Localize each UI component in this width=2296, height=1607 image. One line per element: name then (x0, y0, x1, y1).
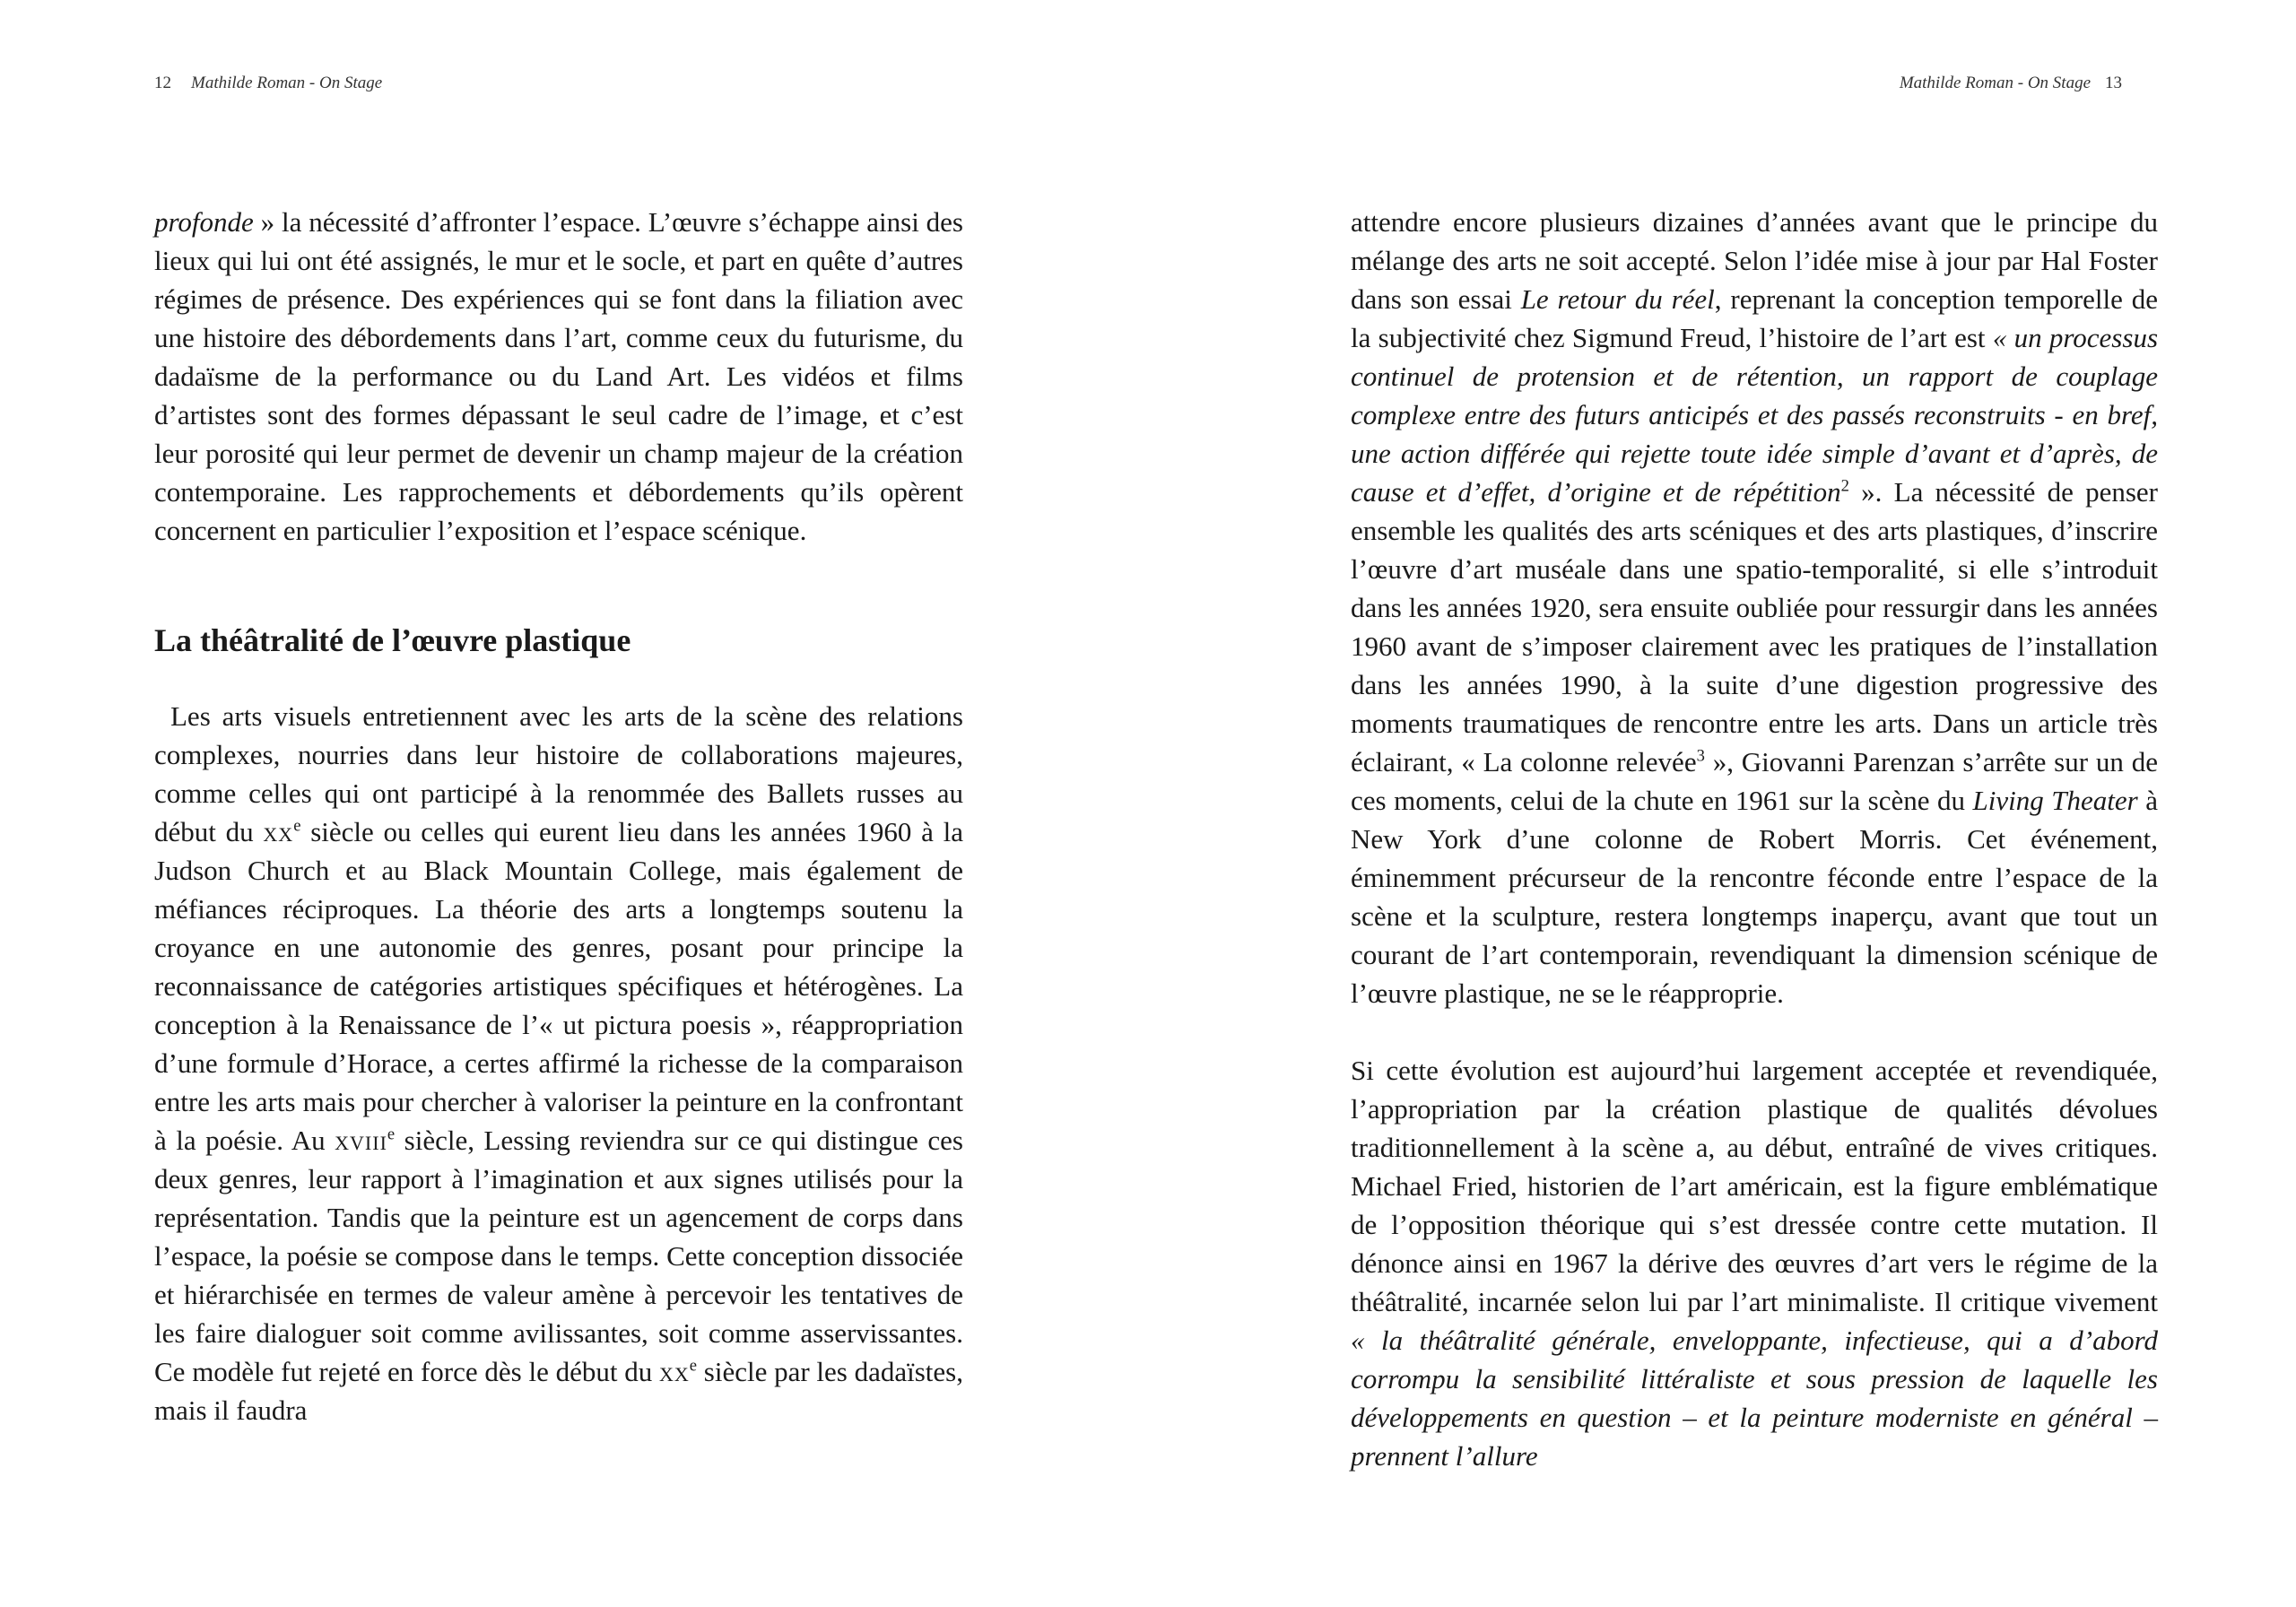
right-running-head (1900, 74, 2122, 93)
century-numeral: xx (263, 816, 294, 847)
italic-text: Le retour du réel (1520, 283, 1715, 315)
paragraph-text: siècle par les dadaïstes, mais il faudra (154, 1356, 963, 1426)
italic-text: Living Theater (1972, 785, 2138, 816)
section-heading: La théâtralité de l’œuvre plastique (154, 622, 631, 658)
left-running-head (154, 74, 382, 93)
right-text-block (1351, 203, 2158, 1475)
running-title: Mathilde Roman - On Stage (191, 74, 383, 92)
paragraph (154, 203, 963, 550)
footnote-ref: 2 (1840, 476, 1849, 496)
paragraph-text: attendre encore plusieurs dizaines d’années avant que le principe du mélange des arts ne soit accepté. Selon l’idée mise à jour par Hal Foster dans son essai (1351, 206, 2158, 315)
superscript: e (689, 1356, 698, 1376)
right-page (1148, 0, 2296, 1607)
paragraph-text: siècle, Lessing reviendra sur ce qui distingue ces deux genres, leur rapport à l’imagination et aux signes utilisés pour la représentation. Tandis que la peinture est un agencement de corps dans l’espace, la poésie se compose dans le temps. Cette conception dissociée et hiérarchisée en termes de valeur amène à percevoir les tentatives de les faire dialoguer soit comme avilissantes, soit comme asservissantes. Ce modèle fut rejeté en force dès le début du (154, 1125, 963, 1387)
page-number: 13 (2105, 74, 2122, 92)
paragraph-text: », Giovanni Parenzan s’arrête sur un de ces moments, celui de la chute en 1961 sur la scène du (1351, 746, 2158, 816)
page-number: 12 (154, 74, 171, 92)
century-numeral: xviii (335, 1125, 387, 1156)
left-text-block (154, 203, 963, 1429)
paragraph-text: siècle ou celles qui eurent lieu dans les années 1960 à la Judson Church et au Black Mountain College, mais également de méfiances réciproques. La théorie des arts a longtemps soutenu la croyance en une autonomie des genres, posant pour principe la reconnaissance de catégories artistiques spécifiques et hétérogènes. La conception à la Renaissance de l’« ut pictura poesis », réappropriation d’une formule d’Horace, a certes affirmé la richesse de la comparaison entre les arts mais pour chercher à valoriser la peinture en la confrontant à la poésie. Au (154, 816, 964, 1156)
footnote-ref: 3 (1696, 746, 1705, 766)
superscript: e (387, 1125, 396, 1144)
running-title: Mathilde Roman - On Stage (1899, 74, 2091, 92)
paragraph-text: , reprenant la conception temporelle de la subjectivité chez Sigmund Freud, l’histoire de l’art est (1351, 283, 2158, 353)
paragraph-text: Les arts visuels entretiennent avec les arts de la scène des relations complexes, nourries dans leur histoire de collaborations majeures, comme celles qui ont participé à la renommée des Ballets russes au début du (154, 700, 963, 847)
italic-text: profonde (154, 206, 254, 238)
paragraph-text: Si cette évolution est aujourd’hui largement acceptée et revendiquée, l’appropriation par la création plastique de qualités dévolues traditionnellement à la scène a, au début, entraîné de vives critiques. Michael Fried, historien de l’art américain, est la figure emblématique de l’opposition théorique qui s’est dressée contre cette mutation. Il dénonce ainsi en 1967 la dérive des œuvres d’art vers le régime de la théâtralité, incarnée selon lui par l’art minimaliste. Il critique vivement (1351, 1055, 2158, 1317)
paragraph (1351, 203, 2158, 1012)
italic-quote: « un processus continuel de protension et de rétention, un rapport de couplage complexe entre des futurs anticipés et des passés reconstruits - en bref, une action différée qui rejette toute idée simple d’avant et d’après, de cause et d’effet, d’origine et de répétition (1351, 322, 2159, 508)
paragraph-text: ». La nécessité de penser ensemble les qualités des arts scéniques et des arts plastiques, d’inscrire l’œuvre d’art muséale dans une spatio-temporalité, si elle s’introduit dans les années 1920, sera ensuite oubliée pour ressurgir dans les années 1960 avant de s’imposer clairement avec les pratiques de l’installation dans les années 1990, à la suite d’une digestion progressive des moments traumatiques de rencontre entre les arts. Dans un article très éclairant, « La colonne relevée (1351, 476, 2158, 777)
paragraph (1351, 1051, 2158, 1475)
paragraph-text: » la nécessité d’affronter l’espace. L’œuvre s’échappe ainsi des lieux qui lui ont été assignés, le mur et le socle, et part en quête d’autres régimes de présence. Des expériences qui se font dans la filiation avec une histoire des débordements dans l’art, comme ceux du futurisme, du dadaïsme de la performance ou du Land Art. Les vidéos et films d’artistes sont des formes dépassant le seul cadre de l’image, et c’est leur porosité qui leur permet de devenir un champ majeur de la création contemporaine. Les rapprochements et débordements qu’ils opèrent concernent en particulier l’exposition et l’espace scénique. (154, 206, 963, 546)
italic-quote: « la théâtralité générale, enveloppante, infectieuse, qui a d’abord corrompu la sensibilité littéraliste et sous pression de laquelle les développements en question – et la peinture moderniste en général – prennent l’allure (1351, 1325, 2158, 1472)
century-numeral: xx (658, 1356, 690, 1387)
superscript: e (293, 816, 301, 836)
paragraph-text: à New York d’une colonne de Robert Morris. Cet événement, éminemment précurseur de la rencontre féconde entre l’espace de la scène et la sculpture, restera longtemps inaperçu, avant que tout un courant de l’art contemporain, revendiquant la dimension scénique de l’œuvre plastique, ne se le réapproprie. (1351, 785, 2158, 1009)
paragraph (154, 697, 963, 1429)
